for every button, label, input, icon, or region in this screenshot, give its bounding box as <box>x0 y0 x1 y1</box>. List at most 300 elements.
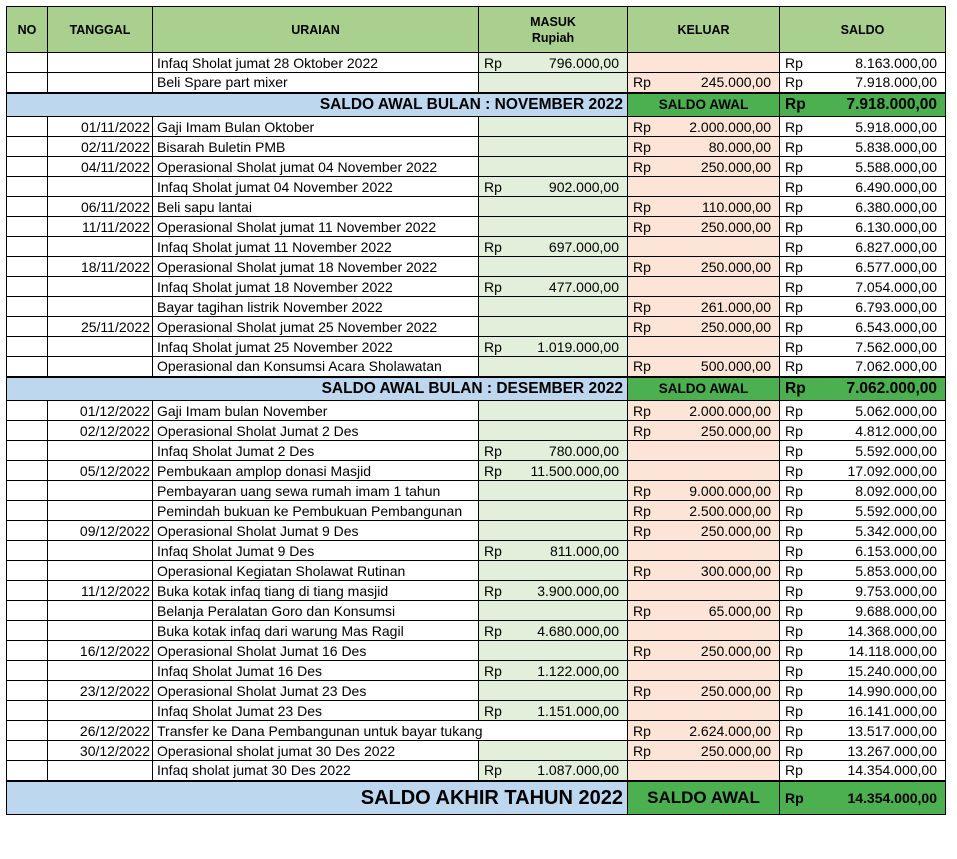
row-no <box>7 601 48 621</box>
table-row <box>7 641 946 661</box>
row-tanggal: 16/12/2022 <box>48 641 153 661</box>
row-saldo-amount: 7.562.000,00 <box>814 337 946 357</box>
ledger-body <box>7 53 946 815</box>
row-keluar-currency: Rp <box>628 681 662 701</box>
cash-ledger-sheet <box>6 6 946 815</box>
row-masuk-amount: 811.000,00 <box>513 541 628 561</box>
row-masuk-amount <box>513 73 628 93</box>
row-masuk-amount <box>513 421 628 441</box>
row-tanggal <box>48 177 153 197</box>
row-no <box>7 237 48 257</box>
row-saldo-amount: 4.812.000,00 <box>814 421 946 441</box>
row-no <box>7 157 48 177</box>
row-keluar-amount: 250.000,00 <box>662 681 780 701</box>
final-balance-row <box>7 781 946 815</box>
row-tanggal: 02/12/2022 <box>48 421 153 441</box>
row-keluar-currency: Rp <box>628 197 662 217</box>
row-no <box>7 661 48 681</box>
row-tanggal <box>48 441 153 461</box>
row-no <box>7 481 48 501</box>
row-masuk-currency <box>479 297 513 317</box>
row-saldo-amount: 9.688.000,00 <box>814 601 946 621</box>
section-saldo-currency: Rp <box>780 781 814 815</box>
row-tanggal: 04/11/2022 <box>48 157 153 177</box>
row-no <box>7 117 48 137</box>
row-keluar-currency <box>628 237 662 257</box>
row-uraian: Bayar tagihan listrik November 2022 <box>153 297 479 317</box>
row-no <box>7 761 48 781</box>
row-keluar-currency: Rp <box>628 421 662 441</box>
row-masuk-currency <box>479 561 513 581</box>
row-uraian: Bisarah Buletin PMB <box>153 137 479 157</box>
row-keluar-currency <box>628 53 662 73</box>
table-row <box>7 521 946 541</box>
table-row <box>7 441 946 461</box>
row-no <box>7 581 48 601</box>
row-masuk-amount <box>513 681 628 701</box>
row-keluar-currency: Rp <box>628 721 662 741</box>
row-saldo-amount: 5.592.000,00 <box>814 501 946 521</box>
row-tanggal <box>48 701 153 721</box>
row-keluar-currency <box>628 177 662 197</box>
row-uraian: Beli Spare part mixer <box>153 73 479 93</box>
row-uraian: Operasional Sholat jumat 25 November 2022 <box>153 317 479 337</box>
table-row <box>7 137 946 157</box>
row-masuk-amount <box>513 197 628 217</box>
row-saldo-amount: 7.062.000,00 <box>814 357 946 377</box>
row-tanggal <box>48 357 153 377</box>
row-masuk-amount: 477.000,00 <box>513 277 628 297</box>
row-masuk-amount: 3.900.000,00 <box>513 581 628 601</box>
table-row <box>7 601 946 621</box>
table-row <box>7 701 946 721</box>
row-uraian: Infaq sholat jumat 30 Des 2022 <box>153 761 479 781</box>
row-keluar-currency: Rp <box>628 501 662 521</box>
row-saldo-amount: 6.153.000,00 <box>814 541 946 561</box>
row-saldo-currency: Rp <box>780 521 814 541</box>
row-saldo-amount: 13.267.000,00 <box>814 741 946 761</box>
row-uraian: Infaq Sholat Jumat 2 Des <box>153 441 479 461</box>
row-no <box>7 521 48 541</box>
row-saldo-currency: Rp <box>780 601 814 621</box>
row-saldo-currency: Rp <box>780 53 814 73</box>
row-saldo-currency: Rp <box>780 481 814 501</box>
row-no <box>7 257 48 277</box>
row-uraian: Operasional Sholat Jumat 9 Des <box>153 521 479 541</box>
row-keluar-currency: Rp <box>628 317 662 337</box>
row-keluar-currency <box>628 441 662 461</box>
row-masuk-amount <box>513 317 628 337</box>
row-no <box>7 441 48 461</box>
row-no <box>7 421 48 441</box>
row-no <box>7 217 48 237</box>
row-masuk-currency <box>479 73 513 93</box>
row-keluar-amount: 500.000,00 <box>662 357 780 377</box>
row-no <box>7 681 48 701</box>
row-keluar-currency <box>628 761 662 781</box>
row-keluar-amount: 110.000,00 <box>662 197 780 217</box>
row-uraian: Operasional dan Konsumsi Acara Sholawatan <box>153 357 479 377</box>
row-tanggal <box>48 237 153 257</box>
row-keluar-currency: Rp <box>628 741 662 761</box>
row-keluar-currency <box>628 581 662 601</box>
table-row <box>7 197 946 217</box>
header-masuk-sub: Rupiah <box>531 30 575 45</box>
row-uraian: Operasional sholat jumat 30 Des 2022 <box>153 741 479 761</box>
row-keluar-amount: 245.000,00 <box>662 73 780 93</box>
saldo-awal-label: SALDO AWAL <box>628 781 780 815</box>
header-uraian: URAIAN <box>153 7 479 53</box>
table-row <box>7 461 946 481</box>
table-row <box>7 421 946 441</box>
row-no <box>7 641 48 661</box>
row-keluar-amount <box>662 541 780 561</box>
row-saldo-amount: 6.543.000,00 <box>814 317 946 337</box>
row-tanggal <box>48 541 153 561</box>
row-no <box>7 177 48 197</box>
row-masuk-currency <box>479 197 513 217</box>
row-tanggal <box>48 621 153 641</box>
row-tanggal: 11/11/2022 <box>48 217 153 237</box>
row-keluar-amount: 80.000,00 <box>662 137 780 157</box>
row-uraian: Buka kotak infaq tiang di tiang masjid <box>153 581 479 601</box>
row-keluar-currency <box>628 621 662 641</box>
table-row <box>7 357 946 377</box>
row-uraian: Infaq Sholat jumat 11 November 2022 <box>153 237 479 257</box>
row-keluar-amount <box>662 53 780 73</box>
row-masuk-amount <box>513 117 628 137</box>
row-no <box>7 541 48 561</box>
row-no <box>7 317 48 337</box>
table-row <box>7 401 946 421</box>
row-keluar-amount: 300.000,00 <box>662 561 780 581</box>
row-tanggal: 30/12/2022 <box>48 741 153 761</box>
row-saldo-currency: Rp <box>780 177 814 197</box>
header-no: NO <box>7 7 48 53</box>
row-uraian: Infaq Sholat Jumat 16 Des <box>153 661 479 681</box>
row-masuk-amount: 796.000,00 <box>513 53 628 73</box>
row-saldo-currency: Rp <box>780 297 814 317</box>
row-keluar-amount: 250.000,00 <box>662 257 780 277</box>
row-saldo-amount: 16.141.000,00 <box>814 701 946 721</box>
row-masuk-currency: Rp <box>479 53 513 73</box>
row-keluar-currency <box>628 337 662 357</box>
row-keluar-currency <box>628 461 662 481</box>
row-tanggal: 09/12/2022 <box>48 521 153 541</box>
row-saldo-amount: 5.062.000,00 <box>814 401 946 421</box>
table-row <box>7 53 946 73</box>
row-uraian: Pemindah bukuan ke Pembukuan Pembangunan <box>153 501 479 521</box>
row-masuk-amount <box>513 217 628 237</box>
row-keluar-amount: 261.000,00 <box>662 297 780 317</box>
row-masuk-currency <box>479 217 513 237</box>
section-saldo-currency: Rp <box>780 377 814 401</box>
row-masuk-amount <box>513 481 628 501</box>
row-keluar-amount <box>662 177 780 197</box>
table-row <box>7 337 946 357</box>
row-no <box>7 277 48 297</box>
row-saldo-amount: 14.118.000,00 <box>814 641 946 661</box>
row-saldo-amount: 5.838.000,00 <box>814 137 946 157</box>
header-keluar: KELUAR <box>628 7 780 53</box>
row-uraian: Operasional Sholat Jumat 16 Des <box>153 641 479 661</box>
row-masuk-amount <box>513 137 628 157</box>
header-row <box>7 7 946 53</box>
row-tanggal <box>48 337 153 357</box>
row-keluar-currency: Rp <box>628 297 662 317</box>
row-keluar-amount: 250.000,00 <box>662 521 780 541</box>
row-uraian: Operasional Sholat Jumat 23 Des <box>153 681 479 701</box>
row-no <box>7 401 48 421</box>
row-keluar-amount: 250.000,00 <box>662 641 780 661</box>
row-masuk-amount <box>513 601 628 621</box>
row-saldo-currency: Rp <box>780 741 814 761</box>
row-keluar-currency: Rp <box>628 73 662 93</box>
row-masuk-currency <box>479 117 513 137</box>
table-row <box>7 761 946 781</box>
row-saldo-currency: Rp <box>780 197 814 217</box>
section-label: SALDO AWAL BULAN : DESEMBER 2022 <box>7 377 628 401</box>
row-tanggal <box>48 601 153 621</box>
row-saldo-currency: Rp <box>780 317 814 337</box>
row-keluar-amount: 250.000,00 <box>662 741 780 761</box>
row-saldo-currency: Rp <box>780 421 814 441</box>
row-saldo-currency: Rp <box>780 277 814 297</box>
row-uraian: Operasional Kegiatan Sholawat Rutinan <box>153 561 479 581</box>
row-keluar-amount: 250.000,00 <box>662 317 780 337</box>
row-masuk-currency <box>479 741 513 761</box>
table-row <box>7 117 946 137</box>
row-uraian: Infaq Sholat jumat 18 November 2022 <box>153 277 479 297</box>
row-masuk-currency <box>479 641 513 661</box>
row-masuk-amount <box>513 501 628 521</box>
row-keluar-amount: 9.000.000,00 <box>662 481 780 501</box>
row-saldo-amount: 8.092.000,00 <box>814 481 946 501</box>
section-row <box>7 93 946 117</box>
table-row <box>7 741 946 761</box>
row-tanggal: 02/11/2022 <box>48 137 153 157</box>
row-saldo-currency: Rp <box>780 337 814 357</box>
row-saldo-currency: Rp <box>780 641 814 661</box>
row-keluar-currency: Rp <box>628 217 662 237</box>
row-keluar-currency: Rp <box>628 137 662 157</box>
section-row <box>7 377 946 401</box>
row-uraian: Infaq Sholat jumat 25 November 2022 <box>153 337 479 357</box>
row-masuk-currency <box>479 257 513 277</box>
row-keluar-currency: Rp <box>628 117 662 137</box>
row-keluar-currency: Rp <box>628 641 662 661</box>
row-masuk-currency <box>479 501 513 521</box>
row-masuk-amount: 1.122.000,00 <box>513 661 628 681</box>
table-row <box>7 277 946 297</box>
row-masuk-amount: 11.500.000,00 <box>513 461 628 481</box>
row-uraian: Operasional Sholat Jumat 2 Des <box>153 421 479 441</box>
row-no <box>7 561 48 581</box>
row-masuk-currency <box>479 317 513 337</box>
row-tanggal: 25/11/2022 <box>48 317 153 337</box>
row-saldo-currency: Rp <box>780 661 814 681</box>
header-tanggal: TANGGAL <box>48 7 153 53</box>
row-no <box>7 461 48 481</box>
row-keluar-amount: 250.000,00 <box>662 217 780 237</box>
row-tanggal: 26/12/2022 <box>48 721 153 741</box>
row-keluar-currency <box>628 277 662 297</box>
row-uraian: Operasional Sholat jumat 18 November 2022 <box>153 257 479 277</box>
row-uraian: Gaji Imam bulan November <box>153 401 479 421</box>
row-masuk-amount: 1.151.000,00 <box>513 701 628 721</box>
row-keluar-amount <box>662 337 780 357</box>
row-keluar-amount: 250.000,00 <box>662 421 780 441</box>
row-masuk-currency: Rp <box>479 661 513 681</box>
row-saldo-currency: Rp <box>780 357 814 377</box>
header-saldo: SALDO <box>780 7 946 53</box>
table-row <box>7 541 946 561</box>
row-masuk-currency <box>479 481 513 501</box>
section-saldo-amount: 7.062.000,00 <box>814 377 946 401</box>
table-row <box>7 581 946 601</box>
row-uraian: Infaq Sholat jumat 28 Oktober 2022 <box>153 53 479 73</box>
row-saldo-currency: Rp <box>780 157 814 177</box>
row-tanggal <box>48 277 153 297</box>
table-row <box>7 297 946 317</box>
row-saldo-currency: Rp <box>780 137 814 157</box>
row-saldo-amount: 15.240.000,00 <box>814 661 946 681</box>
row-tanggal: 01/12/2022 <box>48 401 153 421</box>
row-saldo-amount: 5.918.000,00 <box>814 117 946 137</box>
header-masuk <box>479 7 628 53</box>
table-row <box>7 73 946 93</box>
row-saldo-amount: 14.990.000,00 <box>814 681 946 701</box>
row-saldo-amount: 6.380.000,00 <box>814 197 946 217</box>
row-saldo-currency: Rp <box>780 257 814 277</box>
row-masuk-currency <box>479 521 513 541</box>
table-row <box>7 317 946 337</box>
row-saldo-amount: 13.517.000,00 <box>814 721 946 741</box>
row-saldo-amount: 8.163.000,00 <box>814 53 946 73</box>
row-tanggal: 06/11/2022 <box>48 197 153 217</box>
section-saldo-amount: 7.918.000,00 <box>814 93 946 117</box>
row-keluar-currency: Rp <box>628 601 662 621</box>
row-keluar-amount: 2.624.000,00 <box>662 721 780 741</box>
row-no <box>7 621 48 641</box>
row-masuk-amount: 1.019.000,00 <box>513 337 628 357</box>
row-masuk-currency <box>479 601 513 621</box>
row-saldo-amount: 6.827.000,00 <box>814 237 946 257</box>
row-keluar-amount: 2.000.000,00 <box>662 401 780 421</box>
row-no <box>7 73 48 93</box>
row-no <box>7 741 48 761</box>
row-tanggal <box>48 297 153 317</box>
row-masuk-currency <box>479 157 513 177</box>
row-masuk-amount <box>513 157 628 177</box>
row-tanggal <box>48 53 153 73</box>
row-saldo-amount: 14.354.000,00 <box>814 761 946 781</box>
row-keluar-currency <box>628 541 662 561</box>
row-keluar-amount: 65.000,00 <box>662 601 780 621</box>
row-masuk-currency: Rp <box>479 541 513 561</box>
row-saldo-currency: Rp <box>780 761 814 781</box>
row-masuk-currency <box>479 421 513 441</box>
row-masuk-amount: 902.000,00 <box>513 177 628 197</box>
row-tanggal: 05/12/2022 <box>48 461 153 481</box>
row-saldo-currency: Rp <box>780 581 814 601</box>
row-keluar-amount: 2.000.000,00 <box>662 117 780 137</box>
row-masuk-currency <box>479 357 513 377</box>
row-masuk-currency: Rp <box>479 581 513 601</box>
row-uraian: Infaq Sholat Jumat 9 Des <box>153 541 479 561</box>
row-uraian: Transfer ke Dana Pembangunan untuk bayar tukang <box>153 721 628 741</box>
row-masuk-amount <box>513 741 628 761</box>
row-masuk-amount: 780.000,00 <box>513 441 628 461</box>
table-row <box>7 721 946 741</box>
row-uraian: Operasional Sholat jumat 04 November 2022 <box>153 157 479 177</box>
row-tanggal <box>48 73 153 93</box>
row-saldo-currency: Rp <box>780 721 814 741</box>
row-uraian: Infaq Sholat Jumat 23 Des <box>153 701 479 721</box>
row-saldo-currency: Rp <box>780 73 814 93</box>
row-saldo-currency: Rp <box>780 681 814 701</box>
row-keluar-currency <box>628 701 662 721</box>
row-keluar-amount <box>662 621 780 641</box>
row-tanggal: 01/11/2022 <box>48 117 153 137</box>
table-row <box>7 661 946 681</box>
row-saldo-amount: 5.342.000,00 <box>814 521 946 541</box>
row-keluar-amount <box>662 461 780 481</box>
row-no <box>7 701 48 721</box>
table-row <box>7 237 946 257</box>
row-uraian: Beli sapu lantai <box>153 197 479 217</box>
row-keluar-amount <box>662 581 780 601</box>
row-saldo-amount: 5.588.000,00 <box>814 157 946 177</box>
row-uraian: Buka kotak infaq dari warung Mas Ragil <box>153 621 479 641</box>
table-row <box>7 257 946 277</box>
row-tanggal <box>48 481 153 501</box>
row-no <box>7 197 48 217</box>
row-uraian: Infaq Sholat jumat 04 November 2022 <box>153 177 479 197</box>
row-saldo-currency: Rp <box>780 541 814 561</box>
row-saldo-amount: 6.130.000,00 <box>814 217 946 237</box>
row-saldo-amount: 5.592.000,00 <box>814 441 946 461</box>
row-masuk-currency: Rp <box>479 337 513 357</box>
row-saldo-amount: 6.490.000,00 <box>814 177 946 197</box>
row-keluar-currency <box>628 661 662 681</box>
row-masuk-amount <box>513 401 628 421</box>
table-row <box>7 177 946 197</box>
row-saldo-currency: Rp <box>780 117 814 137</box>
table-row <box>7 157 946 177</box>
saldo-awal-label: SALDO AWAL <box>628 93 780 117</box>
row-tanggal <box>48 561 153 581</box>
row-uraian: Gaji Imam Bulan Oktober <box>153 117 479 137</box>
saldo-awal-label: SALDO AWAL <box>628 377 780 401</box>
row-masuk-amount: 697.000,00 <box>513 237 628 257</box>
row-masuk-currency: Rp <box>479 621 513 641</box>
row-masuk-currency <box>479 137 513 157</box>
row-saldo-currency: Rp <box>780 561 814 581</box>
table-row <box>7 217 946 237</box>
row-saldo-amount: 6.793.000,00 <box>814 297 946 317</box>
row-no <box>7 297 48 317</box>
row-uraian: Operasional Sholat jumat 11 November 2022 <box>153 217 479 237</box>
row-saldo-currency: Rp <box>780 461 814 481</box>
row-masuk-currency: Rp <box>479 441 513 461</box>
row-tanggal: 18/11/2022 <box>48 257 153 277</box>
row-masuk-currency: Rp <box>479 761 513 781</box>
row-tanggal <box>48 761 153 781</box>
row-masuk-amount <box>513 521 628 541</box>
row-keluar-amount <box>662 277 780 297</box>
row-keluar-amount: 2.500.000,00 <box>662 501 780 521</box>
